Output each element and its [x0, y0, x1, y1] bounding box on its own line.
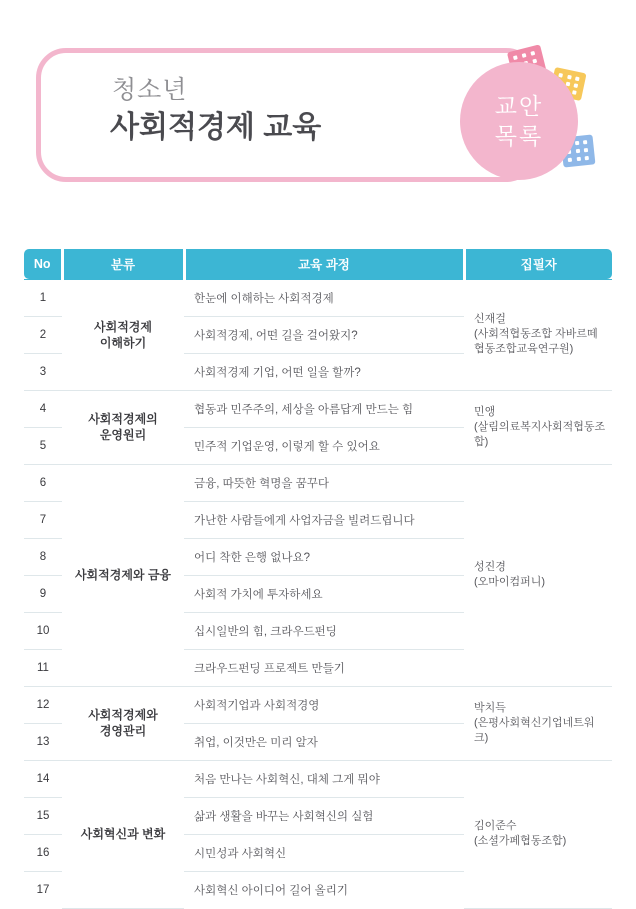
row-course: 취업, 이것만은 미리 알자: [184, 723, 464, 760]
row-course: 삶과 생활을 바꾸는 사회혁신의 실험: [184, 797, 464, 834]
header-subtitle: 청소년: [112, 76, 188, 104]
row-author: [464, 390, 612, 464]
row-no: 2: [24, 316, 62, 353]
row-author-line1: 민앵: [474, 405, 496, 418]
row-author-line3: 협동조합교육연구원): [474, 343, 574, 355]
row-author-line1: 신재걸: [474, 313, 506, 325]
table-row: [24, 686, 612, 723]
row-author-line2: (오마이컴퍼니): [474, 576, 546, 588]
course-table-header: [24, 249, 612, 279]
table-row: [24, 464, 612, 501]
row-author-line2: (사회적협동조합 자바르떼: [474, 328, 598, 340]
row-course: 사회적경제, 어떤 길을 걸어왔지?: [184, 316, 464, 353]
row-author-line2: (살림의료복지사회적협동조합): [474, 420, 606, 448]
row-no: 13: [24, 723, 62, 760]
row-category: [62, 390, 184, 464]
row-no: 11: [24, 649, 62, 686]
row-no: 4: [24, 390, 62, 427]
row-no: 6: [24, 464, 62, 501]
table-row: [24, 390, 612, 427]
row-course: 협동과 민주주의, 세상을 아름답게 만드는 힘: [184, 390, 464, 427]
row-no: 10: [24, 612, 62, 649]
catalog-badge-line1: 교안: [494, 93, 544, 119]
row-no: 14: [24, 760, 62, 797]
row-course: 민주적 기업운영, 이렇게 할 수 있어요: [184, 427, 464, 464]
row-category-line2: 운영원리: [99, 428, 147, 442]
row-author-line1: 박치득: [474, 701, 506, 714]
row-course: 사회적기업과 사회적경영: [184, 686, 464, 723]
row-author: [464, 279, 612, 390]
row-no: 5: [24, 427, 62, 464]
row-no: 3: [24, 353, 62, 390]
row-course: 사회적경제 기업, 어떤 일을 할까?: [184, 353, 464, 390]
row-category-line1: 사회혁신과 변화: [80, 827, 166, 841]
column-header-no: No: [24, 249, 62, 279]
row-category: [62, 464, 184, 686]
row-no: 12: [24, 686, 62, 723]
page-title: 사회적경제 교육: [110, 111, 322, 144]
row-course: 한눈에 이해하는 사회적경제: [184, 279, 464, 316]
row-no: 1: [24, 279, 62, 316]
row-no: 15: [24, 797, 62, 834]
row-category-line2: 경영관리: [99, 724, 147, 738]
document-header: [36, 40, 600, 190]
row-course: 금융, 따뜻한 혁명을 꿈꾸다: [184, 464, 464, 501]
column-header-category: 분류: [62, 249, 184, 279]
catalog-badge: [460, 62, 578, 180]
row-author-line1: 김이준수: [474, 820, 517, 832]
table-header-row: [24, 249, 612, 279]
row-category-line1: 사회적경제의: [88, 412, 158, 426]
course-table-wrapper: [24, 249, 612, 909]
table-row: [24, 279, 612, 316]
row-author: [464, 686, 612, 760]
row-course: 시민성과 사회혁신: [184, 834, 464, 871]
row-author: [464, 464, 612, 686]
row-category: [62, 279, 184, 390]
row-course: 처음 만나는 사회혁신, 대체 그게 뭐야: [184, 760, 464, 797]
row-author: [464, 760, 612, 908]
column-header-course: 교육 과정: [184, 249, 464, 279]
row-course: 사회혁신 아이디어 길어 올리기: [194, 884, 349, 897]
row-course: 어디 착한 은행 없나요?: [184, 538, 464, 575]
row-author-line2: (은평사회혁신기업네트워크): [474, 716, 595, 744]
table-row: [24, 760, 612, 797]
course-table: [24, 249, 612, 909]
row-course: 사회적 가치에 투자하세요: [184, 575, 464, 612]
column-header-author: 집필자: [464, 249, 612, 279]
row-course: 크라우드펀딩 프로젝트 만들기: [184, 649, 464, 686]
catalog-badge-line2: 목록: [494, 123, 544, 149]
row-no: 17: [36, 883, 50, 896]
row-course: 가난한 사람들에게 사업자금을 빌려드립니다: [184, 501, 464, 538]
row-course: 십시일반의 힘, 크라우드펀딩: [184, 612, 464, 649]
row-no: 9: [24, 575, 62, 612]
row-author-line2: (소셜가페협동조합): [474, 835, 567, 847]
row-no: 16: [24, 834, 62, 871]
course-table-body: [24, 279, 612, 908]
row-category: [62, 686, 184, 760]
row-category: [62, 760, 184, 908]
row-no: 8: [24, 538, 62, 575]
row-category-line1: 사회적경제와 금융: [74, 568, 172, 582]
row-author-line1: 성진경: [474, 561, 506, 573]
row-category-line1: 사회적경제와: [88, 708, 158, 722]
row-category-line1: 사회적경제: [94, 319, 152, 334]
row-no: 7: [24, 501, 62, 538]
row-category-line2: 이해하기: [99, 335, 147, 350]
